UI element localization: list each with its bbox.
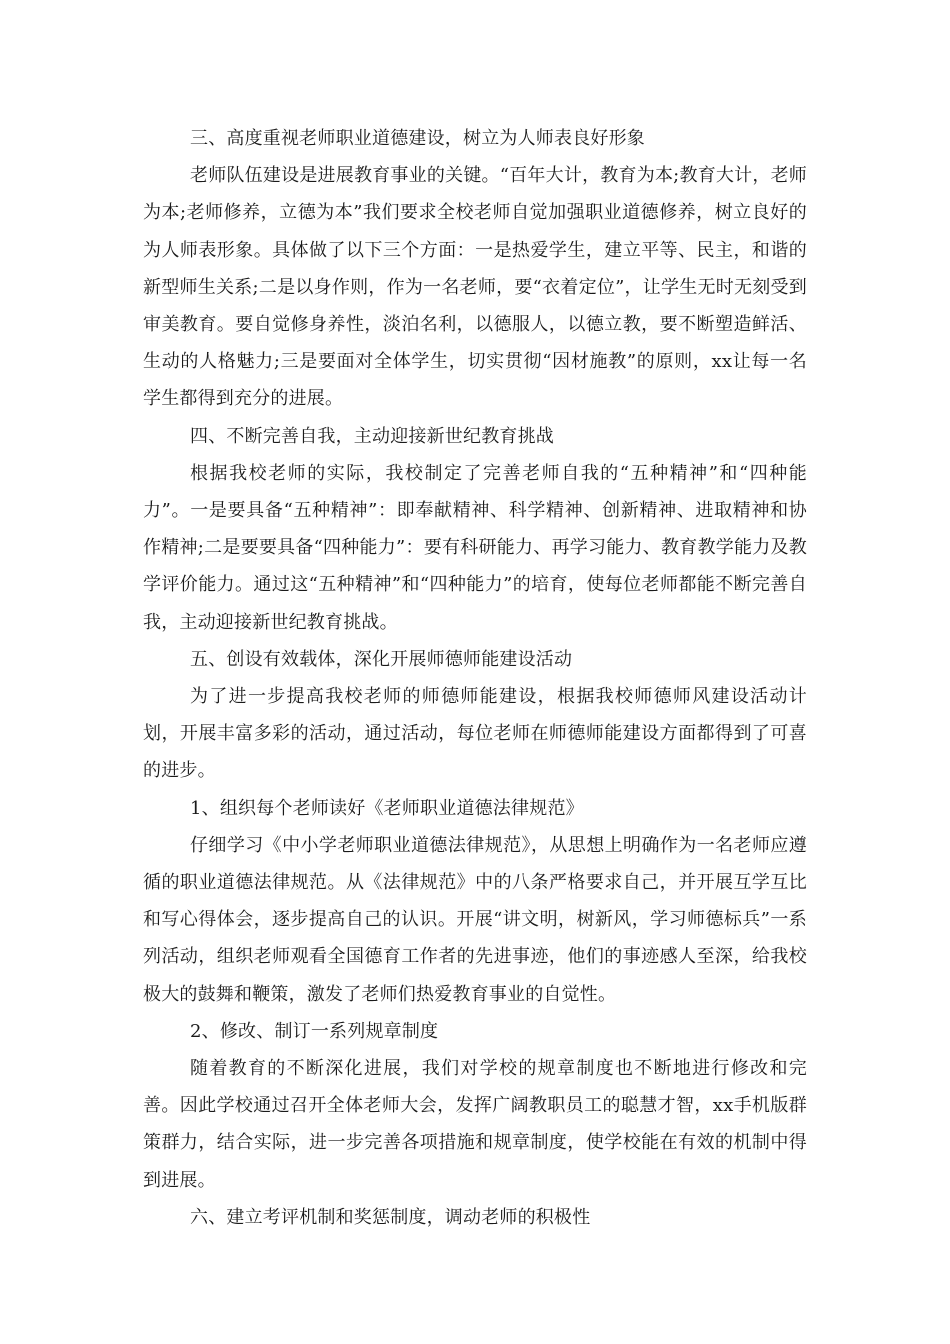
section-heading-6: 六、建立考评机制和奖惩制度，调动老师的积极性	[190, 1206, 591, 1228]
section-heading-4: 四、不断完善自我，主动迎接新世纪教育挑战	[190, 425, 554, 447]
section-heading-3: 三、高度重视老师职业道德建设，树立为人师表良好形象	[190, 128, 645, 149]
paragraph-activities: 为了进一步提高我校老师的师德师能建设，根据我校师德师风建设活动计划，开展丰富多彩的活动，通过活动，每位老师在师德师能建设方面都得到了可喜的进步。	[143, 686, 807, 782]
section-heading-5: 五、创设有效载体，深化开展师德师能建设活动	[190, 648, 573, 670]
paragraph-self-improvement: 根据我校老师的实际，我校制定了完善老师自我的“五种精神”和“四种能力”。一是要具备“五种精神”：即奉献精神、科学精神、创新精神、进取精神和协作精神;二是要要具备“四种能力”：要有科研能力、再学习能力、教育教学能力及教学评价能力。通过这“五种精神”和“四种能力”的培育，使每位老师都能不断完善自我，主动迎接新世纪教育挑战。	[143, 462, 807, 633]
subsection-heading-2: 2、修改、制订一系列规章制度	[190, 1020, 439, 1042]
subsection-heading-1: 1、组织每个老师读好《老师职业道德法律规范》	[190, 797, 584, 819]
paragraph-regulations: 随着教育的不断深化进展，我们对学校的规章制度也不断地进行修改和完善。因此学校通过召开全体老师大会，发挥广阔教职员工的聪慧才智，xx手机版群策群力，结合实际，进一步完善各项措施和规章制度，使学校能在有效的机制中得到进展。	[143, 1058, 807, 1191]
document-body	[143, 120, 807, 1236]
paragraph-study-norms: 仔细学习《中小学老师职业道德法律规范》，从思想上明确作为一名老师应遵循的职业道德法律规范。从《法律规范》中的八条严格要求自己，并开展互学互比和写心得体会，逐步提高自己的认识。开展“讲文明，树新风，学习师德标兵”一系列活动，组织老师观看全国德育工作者的先进事迹，他们的事迹感人至深，给我校极大的鼓舞和鞭策，激发了老师们热爱教育事业的自觉性。	[143, 834, 807, 1005]
paragraph-teacher-ethics: 老师队伍建设是进展教育事业的关键。“百年大计，教育为本;教育大计，老师为本;老师修养，立德为本”我们要求全校老师自觉加强职业道德修养，树立良好的为人师表形象。具体做了以下三个方面：一是热爱学生，建立平等、民主，和谐的新型师生关系;二是以身作则，作为一名老师，要“衣着定位”，让学生无时无刻受到审美教育。要自觉修身养性，淡泊名利，以德服人，以德立教，要不断塑造鲜活、生动的人格魅力;三是要面对全体学生，切实贯彻“因材施教”的原则，xx让每一名学生都得到充分的进展。	[143, 165, 807, 410]
